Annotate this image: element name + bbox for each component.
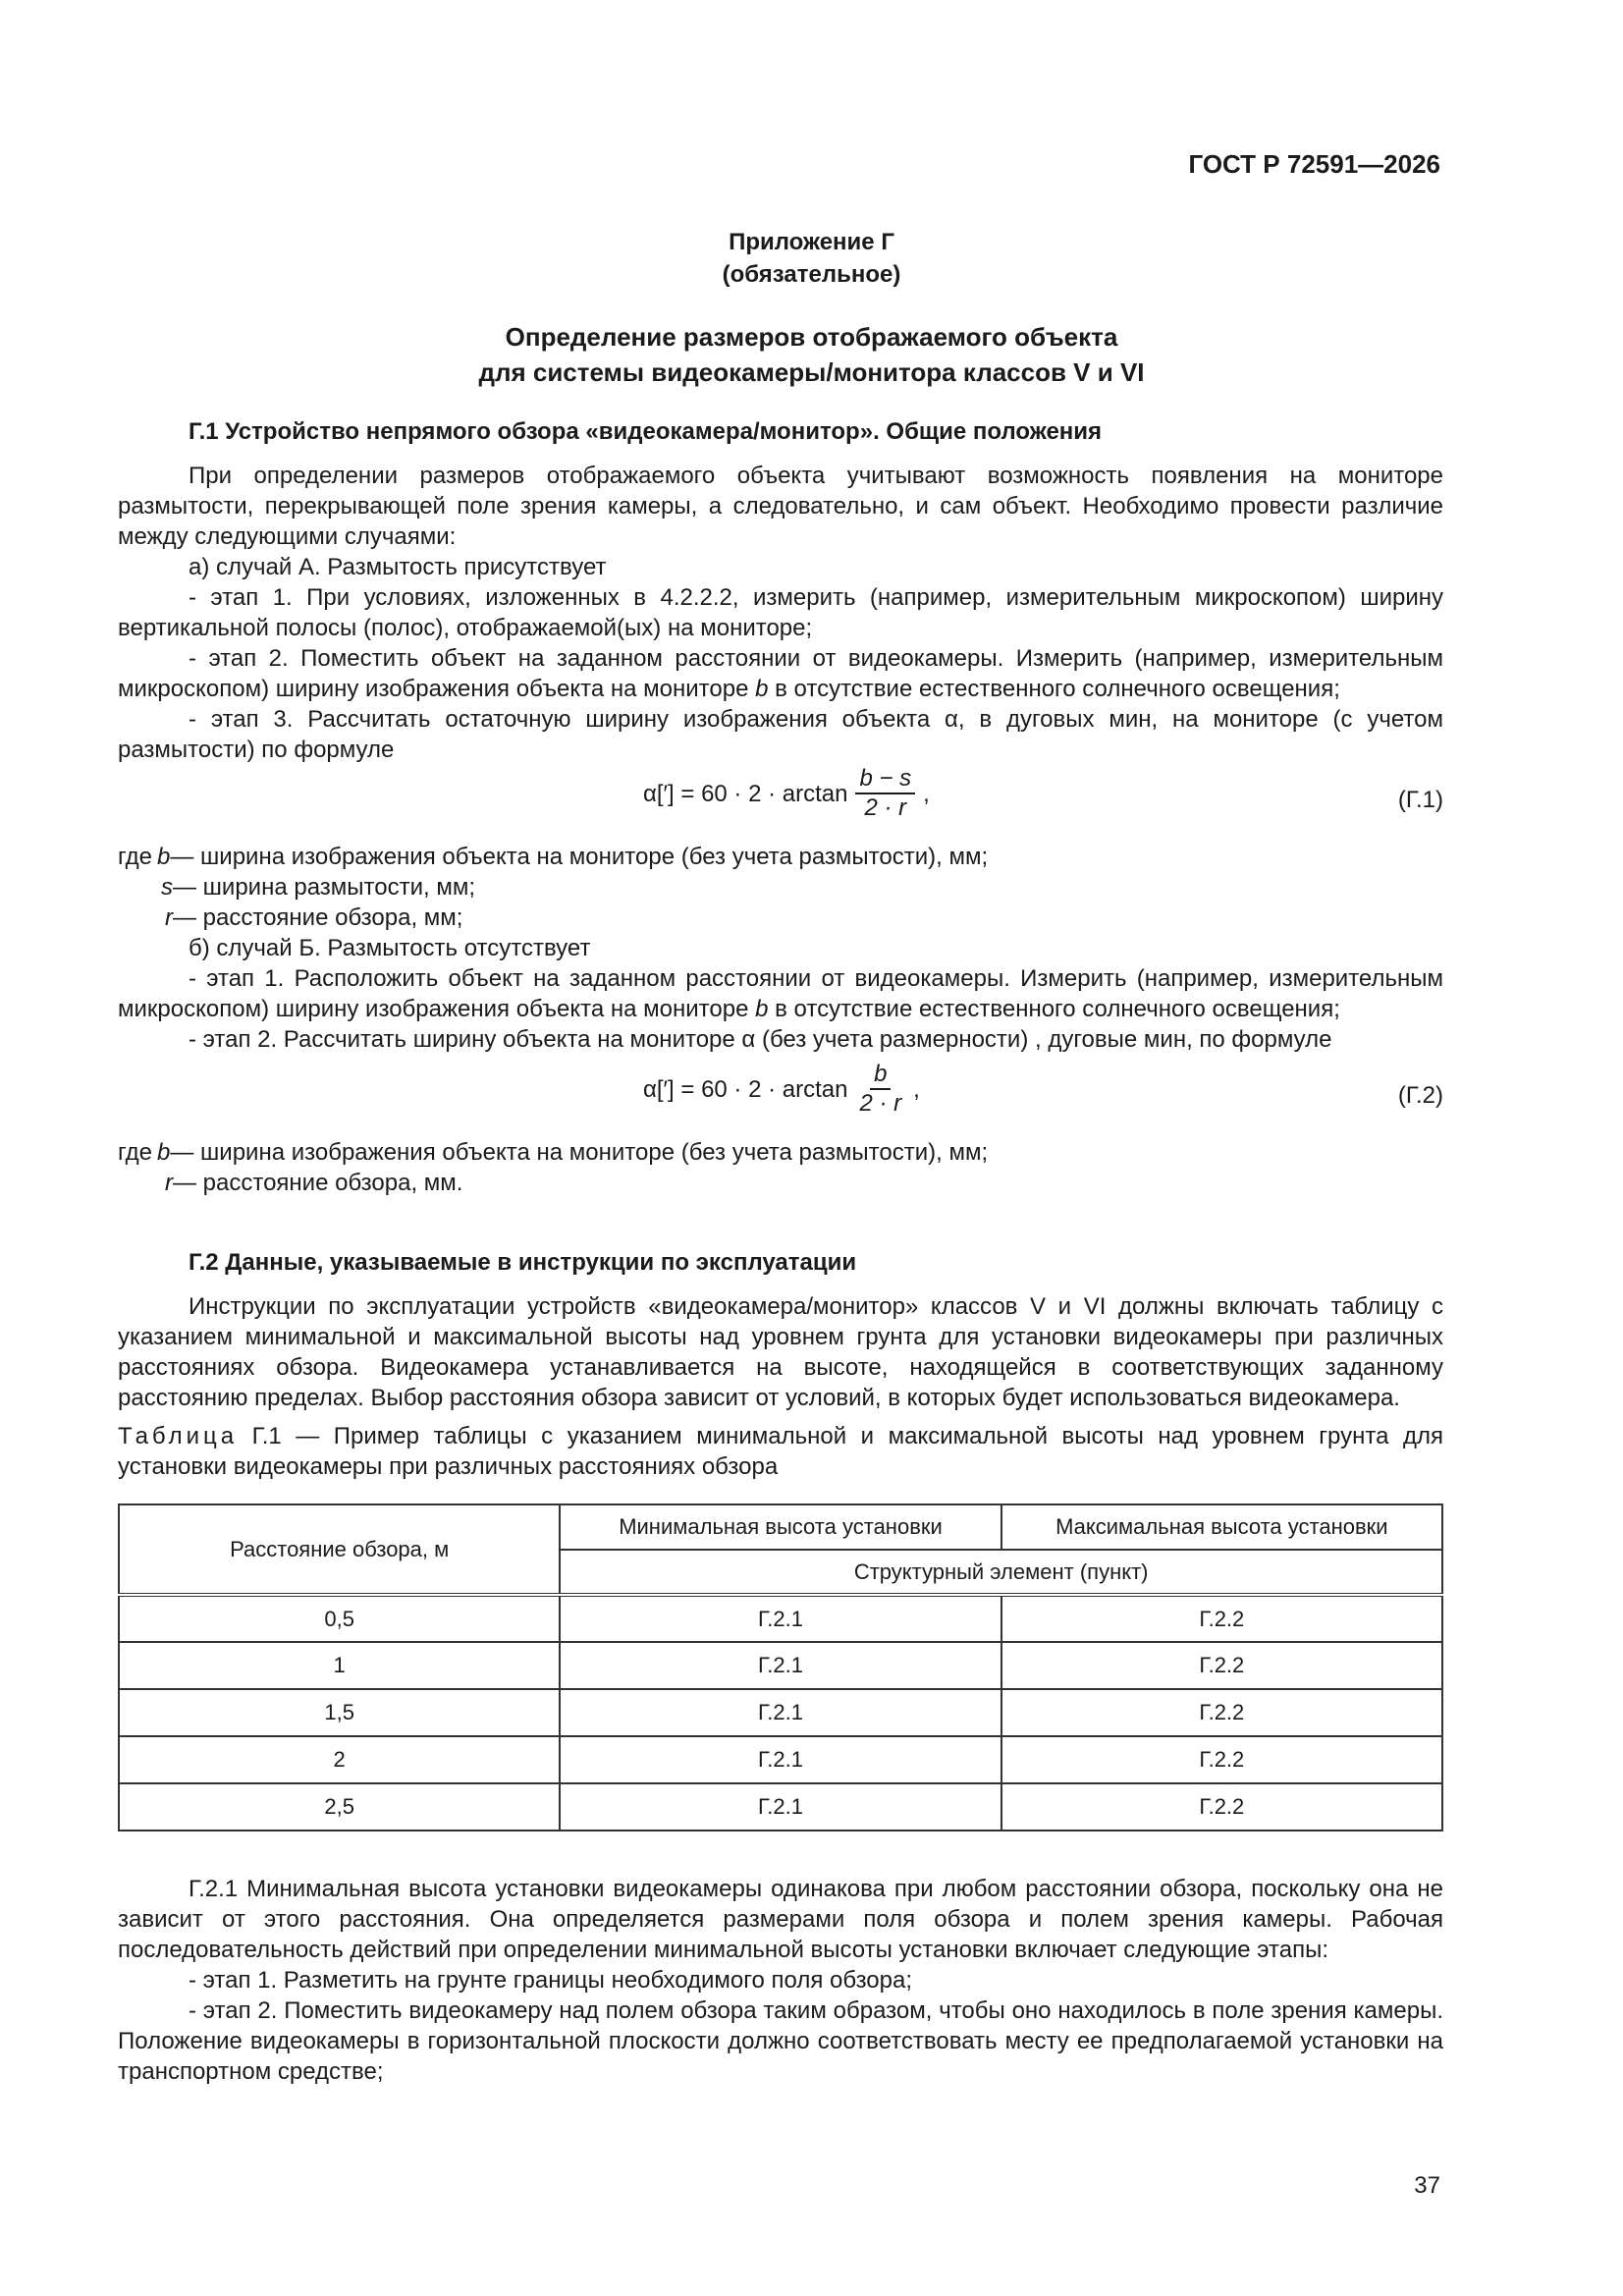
section-g21-step1: - этап 1. Разметить на грунте границы необходимого поля обзора; [189,1967,913,1994]
case-b-step1-text-end: в отсутствие естественного солнечного освещения; [768,996,1340,1022]
section-g21-paragraph: Г.2.1 Минимальная высота установки видеокамеры одинакова при любом расстоянии обзора, поскольку она не зависит от этого расстояния. Она определяется размерами поля обзора и полем зрения камеры. Рабочая последовательность действий при определении минимальной высоты установки включает следующие этапы: [118,1876,1443,1963]
cell-max: Г.2.2 [1001,1595,1442,1642]
table-row [119,1736,1442,1783]
table-label: Таблица [118,1423,239,1449]
where-lead: где [118,1139,153,1166]
cell-max: Г.2.2 [1001,1783,1442,1831]
table-g1 [118,1503,1443,1831]
where-lead: где [118,844,153,870]
annex-label: Приложение Г [729,229,894,255]
table-row [119,1783,1442,1831]
cell-min: Г.2.1 [560,1783,1001,1831]
annex-title-line1: Определение размеров отображаемого объекта [505,322,1118,352]
header-structural-element: Структурный элемент (пункт) [560,1550,1442,1595]
cell-distance: 1,5 [119,1689,560,1736]
formula-g2-denominator: 2 · r [859,1090,902,1117]
formula-g2-lhs: α[′] = 60 · 2 · arctan [643,1075,848,1103]
case-b: б) случай Б. Размытость отсутствует [189,935,591,961]
formula-g1-expression [643,765,930,822]
formula-g2-fraction [855,1061,905,1118]
where-symbol: b [157,844,171,870]
case-a-step2-text: - этап 2. Поместить объект на заданном расстоянии от видеокамеры. Измерить (например, измерительным микроскопом) ширину изображения объекта на мониторе [118,645,1443,702]
annex-title-line2: для системы видеокамеры/монитора классов V и VI [478,357,1145,387]
section-g1-heading: Г.1 Устройство непрямого обзора «видеокамера/монитор». Общие положения [189,418,1103,445]
where-text: — ширина изображения объекта на мониторе (без учета размытости), мм; [170,844,989,870]
annex-heading [0,226,1623,291]
cell-distance: 2,5 [119,1783,560,1831]
where-text: — расстояние обзора, мм. [173,1170,463,1196]
where-text: — расстояние обзора, мм; [173,904,463,931]
page-number: 37 [1414,2172,1440,2199]
where-item [118,842,1443,872]
table-row [119,1642,1442,1689]
formula-g2-numerator: b [870,1061,891,1090]
case-a-step3: - этап 3. Рассчитать остаточную ширину изображения объекта α, в дуговых мин, на мониторе (с учетом размытости) по формуле [118,706,1443,763]
cell-min: Г.2.1 [560,1689,1001,1736]
where-lead [118,902,165,933]
where-symbol: r [165,1170,173,1196]
annex-status: (обязательное) [722,261,901,288]
where-symbol: s [161,874,173,901]
where-item [118,1137,1443,1168]
header-max-height: Максимальная высота установки [1001,1504,1442,1550]
where-symbol: r [165,904,173,931]
section-g1 [118,416,1443,1198]
where-item [118,1168,1443,1198]
annex-title [0,319,1623,390]
formula-g1-tail: , [923,780,930,807]
case-b-step1-text: - этап 1. Расположить объект на заданном расстоянии от видеокамеры. Измерить (например, измерительным микроскопом) ширину изображения объекта на мониторе [118,965,1443,1022]
symbol-b: b [755,676,769,702]
where-list-1 [118,842,1443,933]
formula-g1-numerator: b − s [855,765,915,794]
standard-code: ГОСТ Р 72591—2026 [1188,149,1440,179]
cell-min: Г.2.1 [560,1642,1001,1689]
section-g2 [118,1247,1443,1482]
header-min-height: Минимальная высота установки [560,1504,1001,1550]
table-caption-text: Г.1 — Пример таблицы с указанием минимальной и максимальной высоты над уровнем грунта для установки видеокамеры при различных расстояниях обзора [118,1423,1443,1480]
where-lead [118,1168,165,1198]
where-item [118,902,1443,933]
table-row [119,1689,1442,1736]
where-symbol: b [157,1139,171,1166]
case-a-step1: - этап 1. При условиях, изложенных в 4.2.2.2, измерить (например, измерительным микроскопом) ширину вертикальной полосы (полос), отображаемой(ых) на мониторе; [118,584,1443,641]
case-b-step1 [118,963,1443,1024]
section-g2-heading: Г.2 Данные, указываемые в инструкции по эксплуатации [189,1249,857,1276]
header-distance: Расстояние обзора, м [119,1504,560,1595]
cell-min: Г.2.1 [560,1736,1001,1783]
section-g2-paragraph: Инструкции по эксплуатации устройств «видеокамера/монитор» классов V и VI должны включать таблицу с указанием минимальной и максимальной высоты над уровнем грунта для установки видеокамеры при различных расстояниях обзора. Видеокамера устанавливается на высоте, находящейся в соответствующих заданному расстоянию пределах. Выбор расстояния обзора зависит от условий, в которых будет использоваться видеокамера. [118,1293,1443,1411]
section-g21 [118,1874,1443,2087]
cell-max: Г.2.2 [1001,1736,1442,1783]
cell-distance: 2 [119,1736,560,1783]
formula-g2 [118,1061,1443,1129]
case-a: а) случай А. Размытость присутствует [189,554,607,580]
formula-g1-fraction [855,765,915,822]
formula-g2-expression [643,1061,920,1118]
cell-min: Г.2.1 [560,1595,1001,1642]
where-lead [118,872,161,902]
formula-g1-denominator: 2 · r [864,794,907,821]
section-g1-intro: При определении размеров отображаемого объекта учитывают возможность появления на мониторе размытости, перекрывающей поле зрения камеры, а следовательно, и сам объект. Необходимо провести различие между следующими случаями: [118,463,1443,550]
where-item [118,872,1443,902]
formula-g1 [118,765,1443,834]
section-g21-step2: - этап 2. Поместить видеокамеру над полем обзора таким образом, чтобы оно находилось в поле зрения камеры. Положение видеокамеры в горизонтальной плоскости должно соответствовать месту ее предполагаемой установки на транспортном средстве; [118,1997,1443,2085]
case-a-step2-text-end: в отсутствие естественного солнечного освещения; [768,676,1340,702]
cell-distance: 0,5 [119,1595,560,1642]
cell-max: Г.2.2 [1001,1642,1442,1689]
cell-distance: 1 [119,1642,560,1689]
formula-g1-number: (Г.1) [1397,787,1443,813]
where-text: — ширина размытости, мм; [173,874,476,901]
table-caption [118,1421,1443,1482]
cell-max: Г.2.2 [1001,1689,1442,1736]
where-text: — ширина изображения объекта на мониторе (без учета размытости), мм; [170,1139,989,1166]
where-list-2 [118,1137,1443,1198]
table-row [119,1595,1442,1642]
formula-g1-lhs: α[′] = 60 · 2 · arctan [643,780,848,807]
case-a-step2 [118,643,1443,704]
formula-g2-tail: , [913,1075,920,1103]
case-b-step2: - этап 2. Рассчитать ширину объекта на мониторе α (без учета размерности) , дуговые мин, по формуле [189,1026,1332,1053]
formula-g2-number: (Г.2) [1397,1082,1443,1109]
symbol-b: b [755,996,769,1022]
